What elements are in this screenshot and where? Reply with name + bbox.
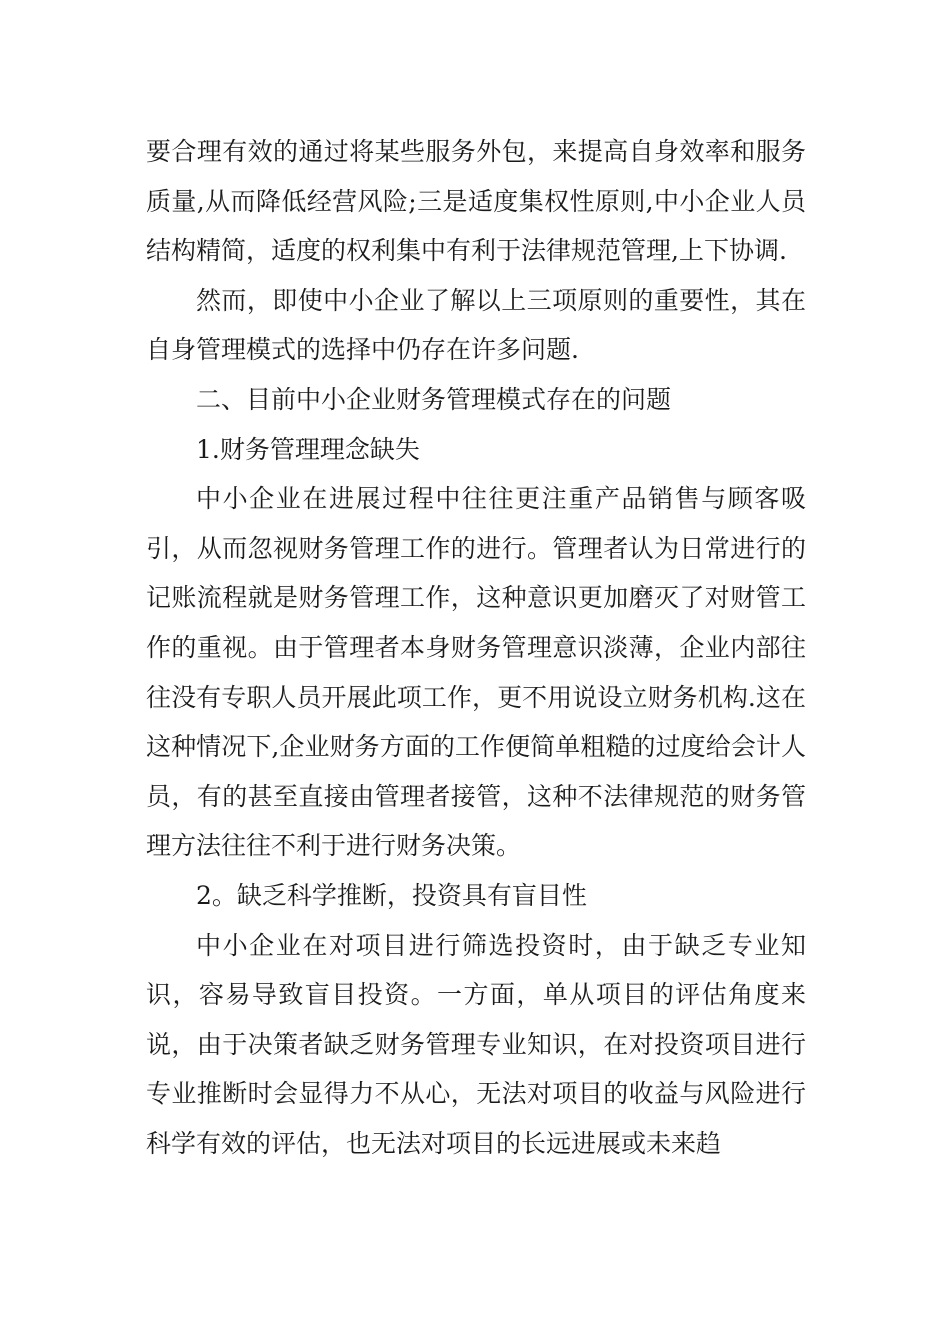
subheading-1: 1.财务管理理念缺失 (196, 434, 420, 464)
paragraph-2: 然而，即使中小企业了解以上三项原则的重要性，其在自身管理模式的选择中仍存在许多问题. (146, 285, 806, 365)
paragraph-1: 要合理有效的通过将某些服务外包，来提高自身效率和服务质量,从而降低经营风险;三是适度集权性原则,中小企业人员结构精简，适度的权利集中有利于法律规范管理,上下协调. (146, 137, 806, 266)
document-body (146, 127, 806, 1168)
section-heading: 二、目前中小企业财务管理模式存在的问题 (196, 384, 672, 414)
subheading-2: 2。缺乏科学推断，投资具有盲目性 (196, 880, 587, 910)
paragraph-3: 中小企业在进展过程中往往更注重产品销售与顾客吸引，从而忽视财务管理工作的进行。管理者认为日常进行的记账流程就是财务管理工作，这种意识更加磨灭了对财管工作的重视。由于管理者本身财务管理意识淡薄，企业内部往往没有专职人员开展此项工作，更不用说设立财务机构.这在这种情况下,企业财务方面的工作便简单粗糙的过度给会计人员，有的甚至直接由管理者接管，这种不法律规范的财务管理方法往往不利于进行财务决策。 (146, 484, 806, 861)
paragraph-4: 中小企业在对项目进行筛选投资时，由于缺乏专业知识，容易导致盲目投资。一方面，单从项目的评估角度来说，由于决策者缺乏财务管理专业知识，在对投资项目进行专业推断时会显得力不从心，无法对项目的收益与风险进行科学有效的评估，也无法对项目的长远进展或未来趋 (146, 930, 806, 1158)
